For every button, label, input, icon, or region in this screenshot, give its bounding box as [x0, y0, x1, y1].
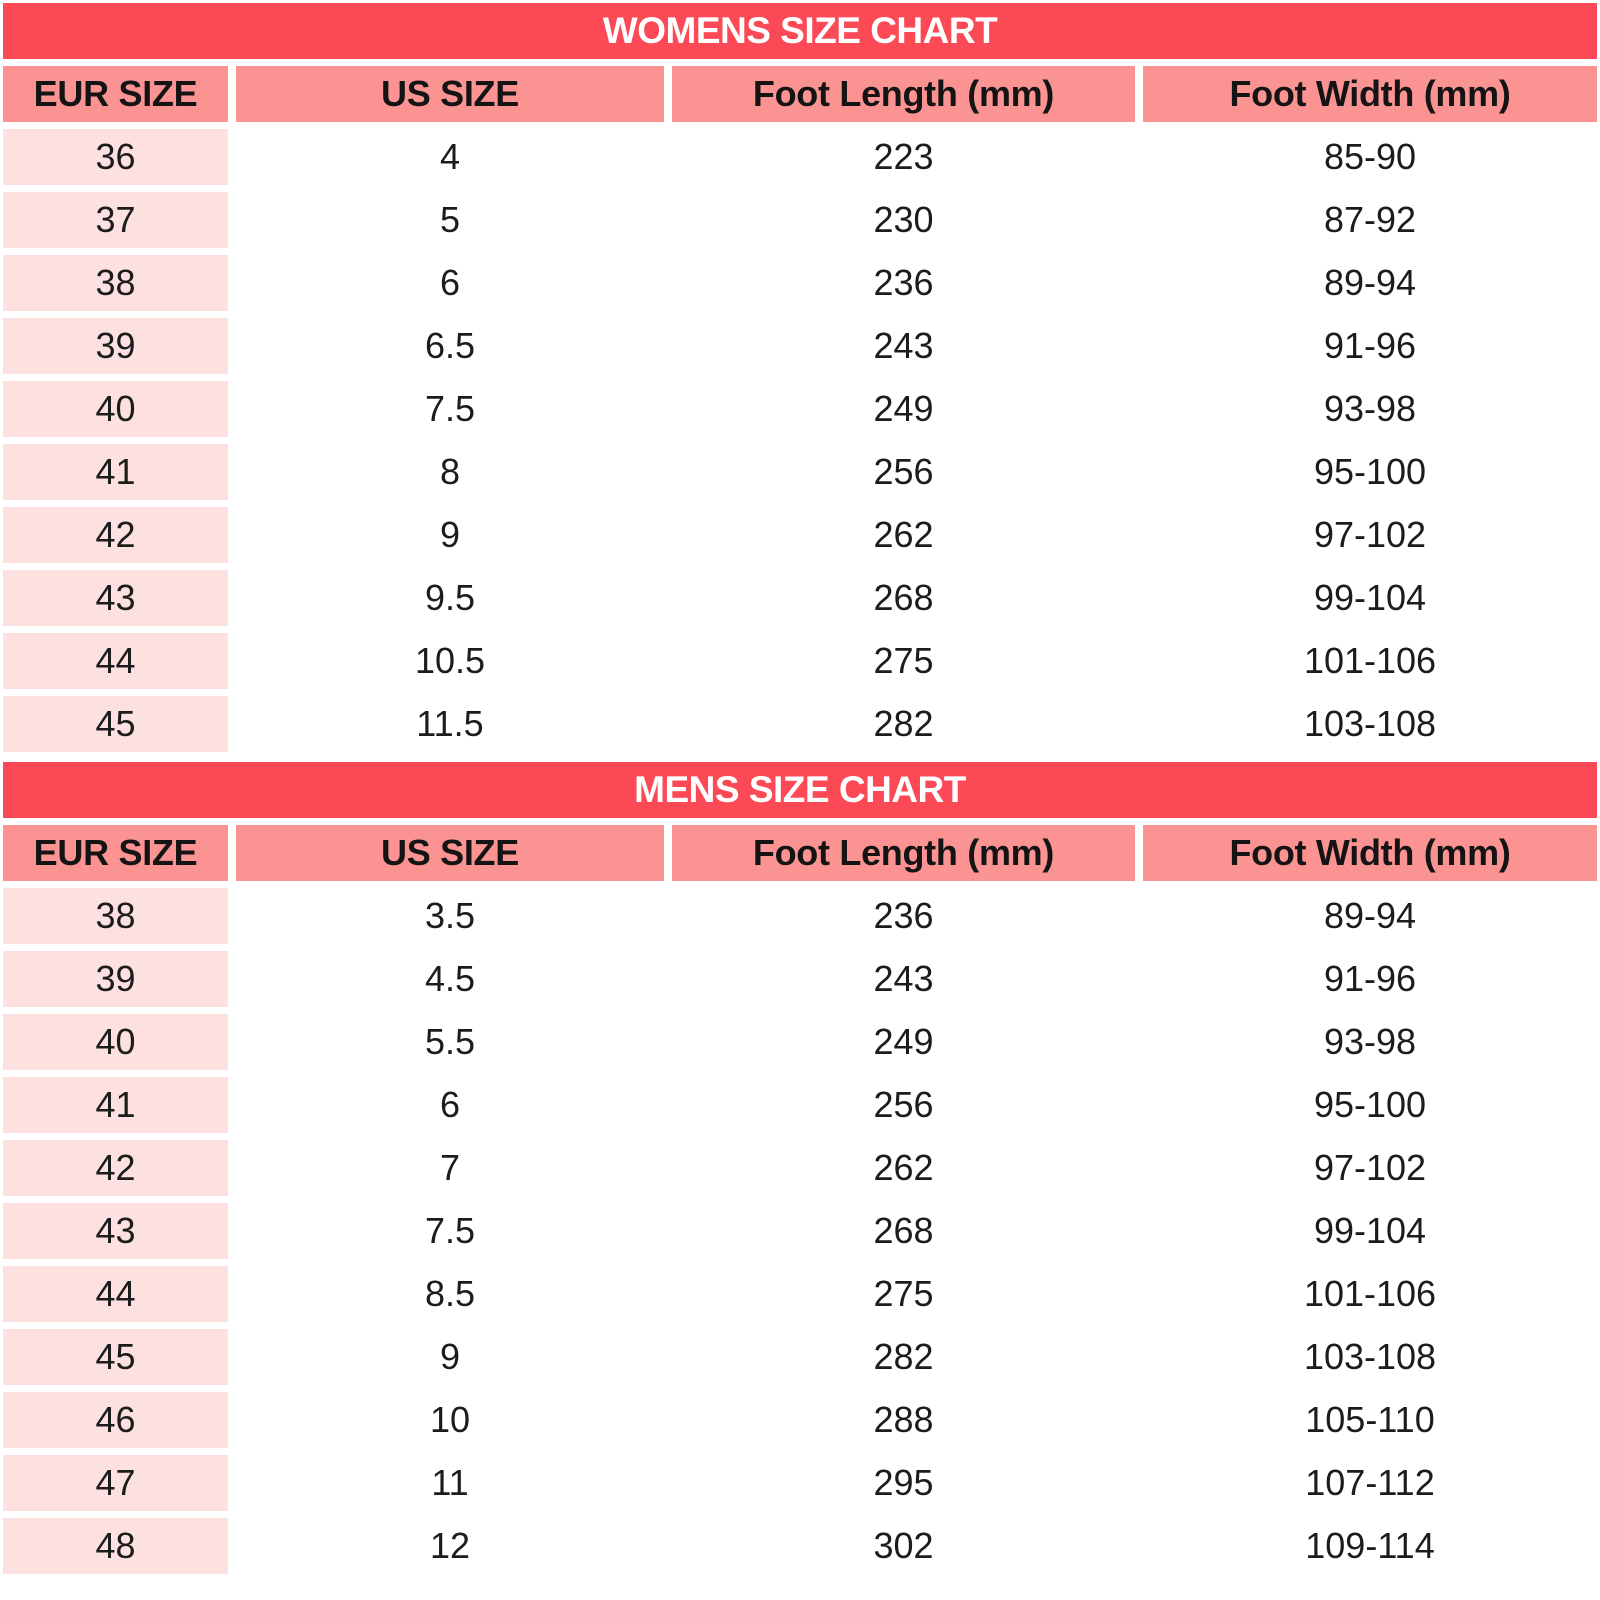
foot-width-cell: 109-114 — [1305, 1525, 1435, 1566]
foot-length-cell: 249 — [873, 1021, 934, 1062]
table-row — [3, 255, 1597, 311]
us-size-cell: 4.5 — [424, 958, 476, 999]
eur-size-cell: 47 — [3, 1455, 228, 1511]
table-row — [3, 1266, 1597, 1322]
eur-size-cell: 48 — [3, 1518, 228, 1574]
foot-width-cell: 93-98 — [1323, 1021, 1417, 1062]
us-size-cell: 9.5 — [424, 577, 476, 618]
womens-table-body — [3, 129, 1597, 752]
foot-width-cell: 91-96 — [1323, 325, 1417, 366]
foot-length-cell: 256 — [873, 1084, 934, 1125]
foot-length-cell: 268 — [873, 577, 934, 618]
us-size-cell: 3.5 — [424, 895, 476, 936]
foot-length-cell: 243 — [873, 958, 934, 999]
header-foot-length: Foot Length (mm) — [672, 825, 1135, 881]
us-size-cell: 10 — [429, 1399, 471, 1440]
header-eur-size: EUR SIZE — [3, 825, 228, 881]
foot-width-cell: 89-94 — [1323, 262, 1417, 303]
eur-size-cell: 42 — [3, 507, 228, 563]
table-row — [3, 570, 1597, 626]
us-size-cell: 5.5 — [424, 1021, 476, 1062]
foot-width-cell: 107-112 — [1305, 1462, 1435, 1503]
table-row — [3, 444, 1597, 500]
eur-size-cell: 43 — [3, 570, 228, 626]
header-eur-size: EUR SIZE — [3, 66, 228, 122]
eur-size-cell: 36 — [3, 129, 228, 185]
us-size-cell: 8.5 — [424, 1273, 476, 1314]
foot-width-cell: 101-106 — [1303, 640, 1437, 681]
eur-size-cell: 40 — [3, 1014, 228, 1070]
us-size-cell: 6.5 — [424, 325, 476, 366]
foot-length-cell: 256 — [873, 451, 934, 492]
foot-width-cell: 101-106 — [1303, 1273, 1437, 1314]
us-size-cell: 7.5 — [424, 388, 476, 429]
eur-size-cell: 37 — [3, 192, 228, 248]
us-size-cell: 5 — [439, 199, 461, 240]
table-row — [3, 633, 1597, 689]
us-size-cell: 9 — [439, 514, 461, 555]
foot-width-cell: 91-96 — [1323, 958, 1417, 999]
eur-size-cell: 42 — [3, 1140, 228, 1196]
eur-size-cell: 44 — [3, 633, 228, 689]
mens-table-body — [3, 888, 1597, 1574]
table-row — [3, 1077, 1597, 1133]
eur-size-cell: 46 — [3, 1392, 228, 1448]
foot-length-cell: 243 — [873, 325, 934, 366]
us-size-cell: 4 — [439, 136, 461, 177]
eur-size-cell: 40 — [3, 381, 228, 437]
foot-width-cell: 95-100 — [1313, 451, 1427, 492]
foot-width-cell: 103-108 — [1303, 703, 1437, 744]
eur-size-cell: 39 — [3, 318, 228, 374]
foot-width-cell: 85-90 — [1323, 136, 1417, 177]
us-size-cell: 7.5 — [424, 1210, 476, 1251]
foot-width-cell: 97-102 — [1313, 514, 1427, 555]
foot-length-cell: 262 — [873, 514, 934, 555]
us-size-cell: 9 — [439, 1336, 461, 1377]
us-size-cell: 11 — [431, 1462, 469, 1503]
mens-chart-title: MENS SIZE CHART — [3, 762, 1597, 818]
table-row — [3, 1203, 1597, 1259]
foot-length-cell: 268 — [873, 1210, 934, 1251]
foot-length-cell: 236 — [873, 262, 934, 303]
eur-size-cell: 38 — [3, 255, 228, 311]
table-row — [3, 951, 1597, 1007]
womens-chart-title: WOMENS SIZE CHART — [3, 3, 1597, 59]
foot-length-cell: 230 — [873, 199, 934, 240]
header-us-size: US SIZE — [236, 825, 664, 881]
header-foot-width: Foot Width (mm) — [1143, 66, 1597, 122]
foot-width-cell: 87-92 — [1323, 199, 1417, 240]
eur-size-cell: 44 — [3, 1266, 228, 1322]
foot-width-cell: 97-102 — [1313, 1147, 1427, 1188]
foot-length-cell: 236 — [873, 895, 934, 936]
foot-width-cell: 95-100 — [1313, 1084, 1427, 1125]
eur-size-cell: 39 — [3, 951, 228, 1007]
table-row — [3, 1014, 1597, 1070]
mens-size-chart — [3, 762, 1597, 1574]
us-size-cell: 6 — [439, 262, 461, 303]
eur-size-cell: 41 — [3, 444, 228, 500]
eur-size-cell: 38 — [3, 888, 228, 944]
us-size-cell: 8 — [439, 451, 461, 492]
table-row — [3, 888, 1597, 944]
foot-length-cell: 282 — [873, 703, 934, 744]
us-size-cell: 7 — [439, 1147, 461, 1188]
table-row — [3, 1392, 1597, 1448]
foot-length-cell: 275 — [873, 640, 934, 681]
foot-length-cell: 295 — [873, 1462, 934, 1503]
header-foot-length: Foot Length (mm) — [672, 66, 1135, 122]
us-size-cell: 11.5 — [416, 703, 484, 744]
eur-size-cell: 45 — [3, 696, 228, 752]
foot-length-cell: 249 — [873, 388, 934, 429]
eur-size-cell: 45 — [3, 1329, 228, 1385]
eur-size-cell: 43 — [3, 1203, 228, 1259]
us-size-cell: 12 — [429, 1525, 471, 1566]
foot-length-cell: 288 — [873, 1399, 934, 1440]
table-row — [3, 381, 1597, 437]
foot-width-cell: 105-110 — [1305, 1399, 1435, 1440]
womens-size-chart — [3, 3, 1597, 752]
table-row — [3, 1140, 1597, 1196]
womens-header-row — [3, 66, 1597, 122]
table-row — [3, 696, 1597, 752]
table-row — [3, 129, 1597, 185]
header-us-size: US SIZE — [236, 66, 664, 122]
table-row — [3, 507, 1597, 563]
mens-header-row — [3, 825, 1597, 881]
us-size-cell: 10.5 — [414, 640, 486, 681]
foot-length-cell: 262 — [873, 1147, 934, 1188]
foot-width-cell: 103-108 — [1303, 1336, 1437, 1377]
eur-size-cell: 41 — [3, 1077, 228, 1133]
foot-width-cell: 99-104 — [1313, 577, 1427, 618]
us-size-cell: 6 — [439, 1084, 461, 1125]
table-row — [3, 1518, 1597, 1574]
table-row — [3, 1329, 1597, 1385]
table-row — [3, 1455, 1597, 1511]
table-row — [3, 318, 1597, 374]
foot-length-cell: 302 — [873, 1525, 934, 1566]
foot-width-cell: 89-94 — [1323, 895, 1417, 936]
header-foot-width: Foot Width (mm) — [1143, 825, 1597, 881]
foot-length-cell: 275 — [873, 1273, 934, 1314]
foot-length-cell: 282 — [873, 1336, 934, 1377]
foot-length-cell: 223 — [873, 136, 934, 177]
foot-width-cell: 99-104 — [1313, 1210, 1427, 1251]
foot-width-cell: 93-98 — [1323, 388, 1417, 429]
table-row — [3, 192, 1597, 248]
